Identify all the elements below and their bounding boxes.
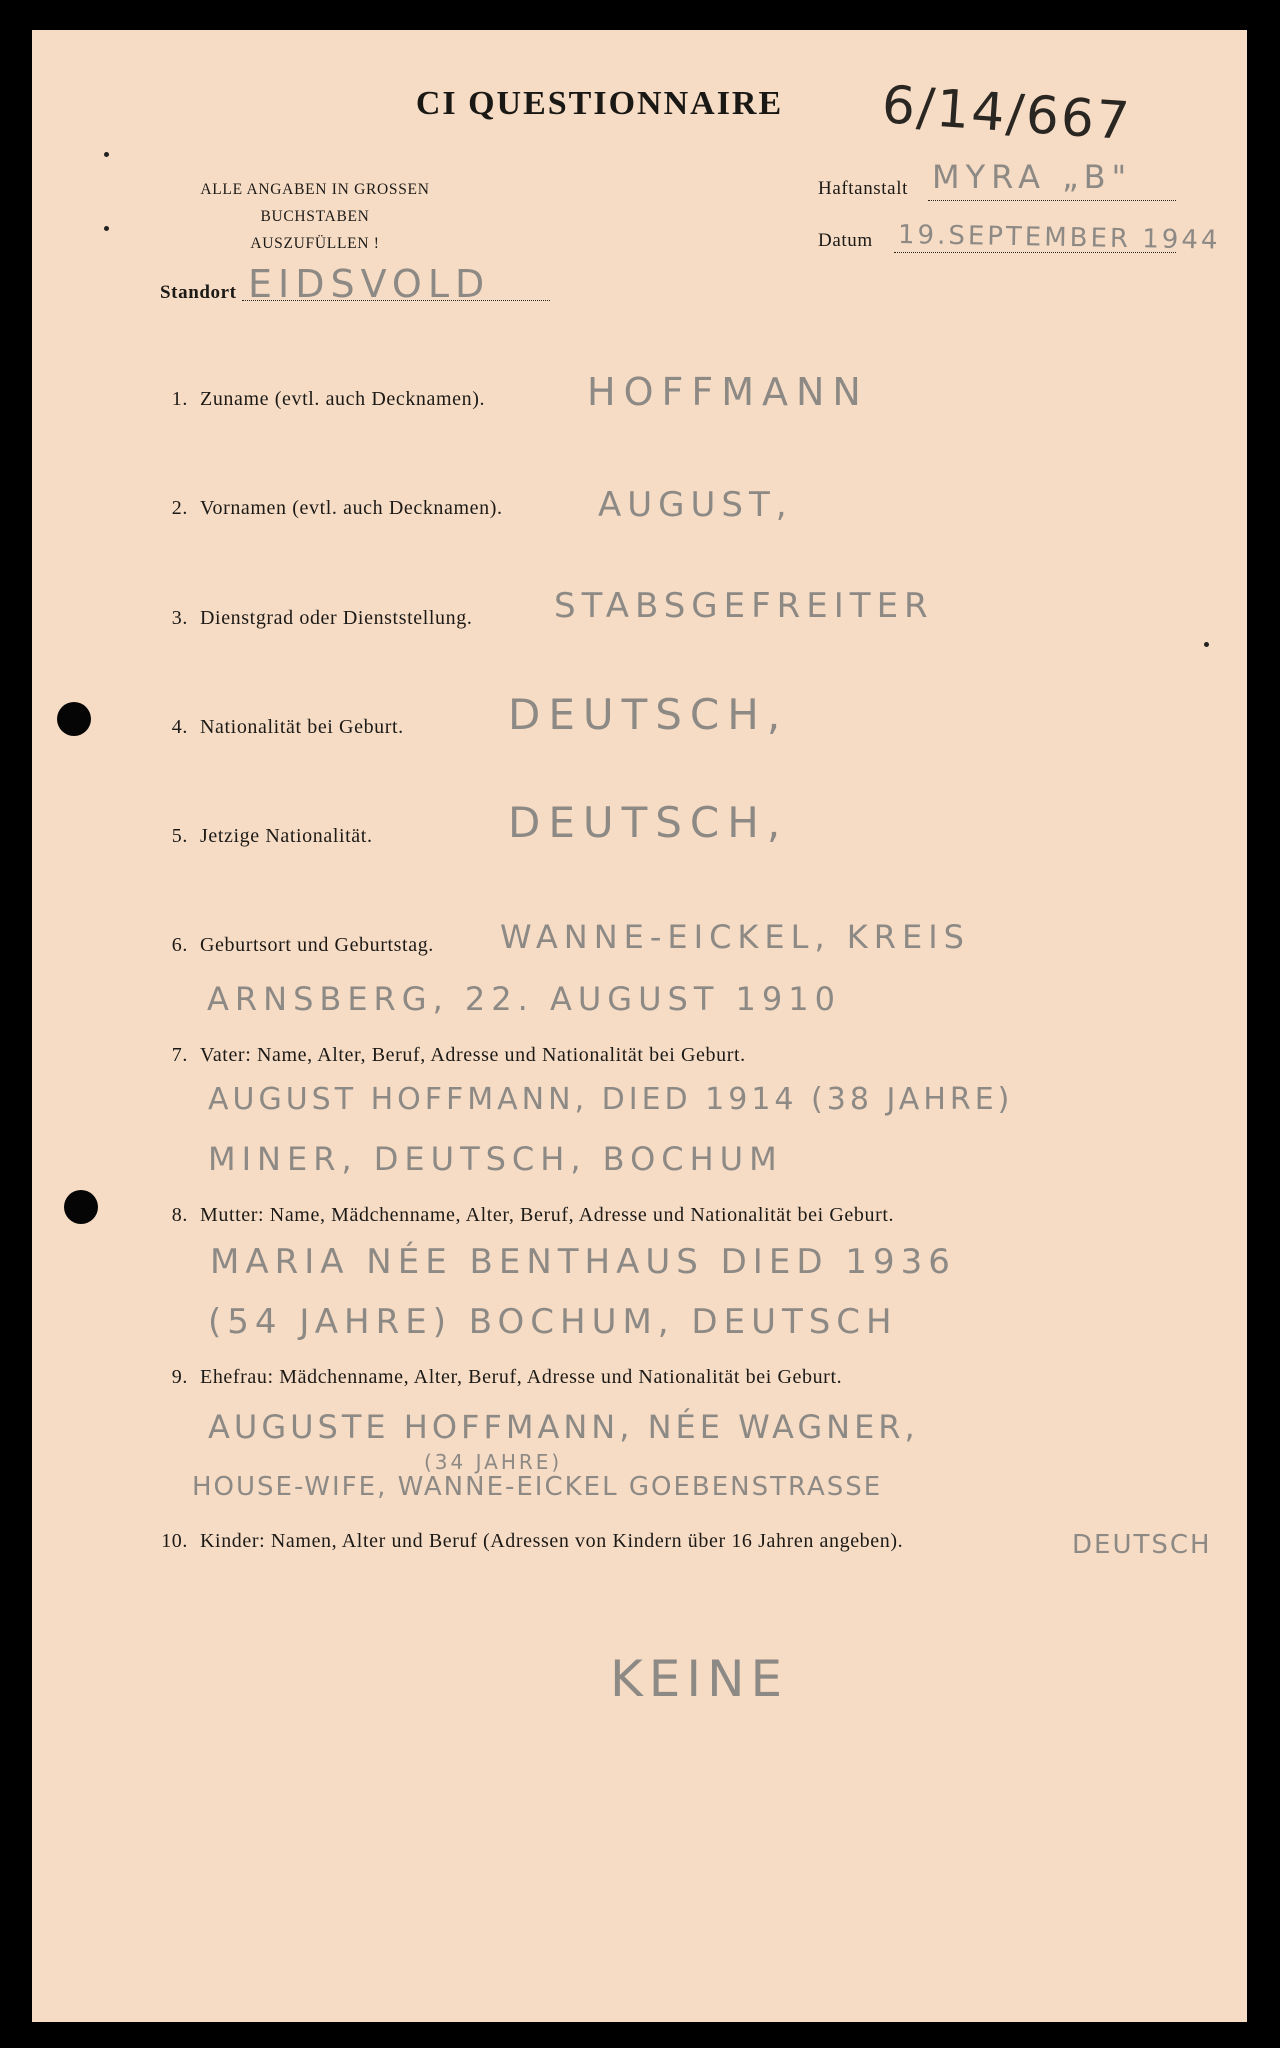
question-3: 3. Dienstgrad oder Dienststellung. xyxy=(171,607,473,629)
answer-2: AUGUST, xyxy=(598,485,793,525)
answer-4: DEUTSCH, xyxy=(508,690,789,739)
answer-6-line-2: ARNSBERG, 22. AUGUST 1910 xyxy=(207,980,841,1018)
answer-9-line-3: HOUSE-WIFE, WANNE-EICKEL GOEBENSTRASSE xyxy=(192,1472,883,1502)
question-1: 1. Zuname (evtl. auch Decknamen). xyxy=(171,388,486,410)
answer-7-line-2: MINER, DEUTSCH, BOCHUM xyxy=(208,1140,783,1178)
answer-10: KEINE xyxy=(610,1650,789,1708)
answer-5: DEUTSCH, xyxy=(508,798,789,847)
instructions: ALLE ANGABEN IN GROSSEN BUCHSTABEN AUSZUFÜLLEN ! xyxy=(200,181,430,252)
questionnaire-page xyxy=(32,30,1247,2022)
haftanstalt-line xyxy=(928,200,1176,201)
answer-1: HOFFMANN xyxy=(587,370,869,414)
question-9: 9. Ehefrau: Mädchenname, Alter, Beruf, Adresse und Nationalität bei Geburt. xyxy=(171,1366,843,1388)
question-5: 5. Jetzige Nationalität. xyxy=(171,825,373,847)
answer-7-line-1: AUGUST HOFFMANN, DIED 1914 (38 JAHRE) xyxy=(208,1082,1014,1117)
standort-label: Standort xyxy=(160,282,237,303)
ink-dot xyxy=(104,226,109,231)
question-8: 8. Mutter: Name, Mädchenname, Alter, Beruf, Adresse und Nationalität bei Geburt. xyxy=(171,1204,895,1226)
answer-8-line-1: MARIA NÉE BENTHAUS DIED 1936 xyxy=(210,1242,956,1282)
handwritten-standort: EIDSVOLD xyxy=(248,262,491,306)
answer-9-line-2: (34 JAHRE) xyxy=(424,1450,563,1474)
question-10: 10. Kinder: Namen, Alter und Beruf (Adressen von Kindern über 16 Jahren angeben). xyxy=(161,1530,904,1552)
answer-9-line-4: DEUTSCH xyxy=(1072,1530,1212,1560)
handwritten-datum: 19.SEPTEMBER 1944 xyxy=(897,220,1221,256)
punch-hole xyxy=(64,1190,98,1224)
answer-6-line-1: WANNE-EICKEL, KREIS xyxy=(500,918,970,956)
question-6: 6. Geburtsort und Geburtstag. xyxy=(171,934,434,956)
question-7: 7. Vater: Name, Alter, Beruf, Adresse und Nationalität bei Geburt. xyxy=(171,1044,746,1066)
handwritten-file-number: 6/14/667 xyxy=(879,75,1134,153)
punch-hole xyxy=(57,702,91,736)
form-title: CI QUESTIONNAIRE xyxy=(415,85,784,122)
answer-9-line-1: AUGUSTE HOFFMANN, NÉE WAGNER, xyxy=(208,1408,919,1446)
ink-dot xyxy=(1204,642,1209,647)
ink-dot xyxy=(104,152,109,157)
question-4: 4. Nationalität bei Geburt. xyxy=(171,716,404,738)
datum-label: Datum xyxy=(818,230,873,251)
haftanstalt-label: Haftanstalt xyxy=(818,178,908,199)
answer-3: STABSGEFREITER xyxy=(554,586,934,626)
handwritten-haftanstalt: MYRA „B" xyxy=(932,158,1133,196)
question-2: 2. Vornamen (evtl. auch Decknamen). xyxy=(171,497,503,519)
answer-8-line-2: (54 JAHRE) BOCHUM, DEUTSCH xyxy=(208,1302,898,1342)
